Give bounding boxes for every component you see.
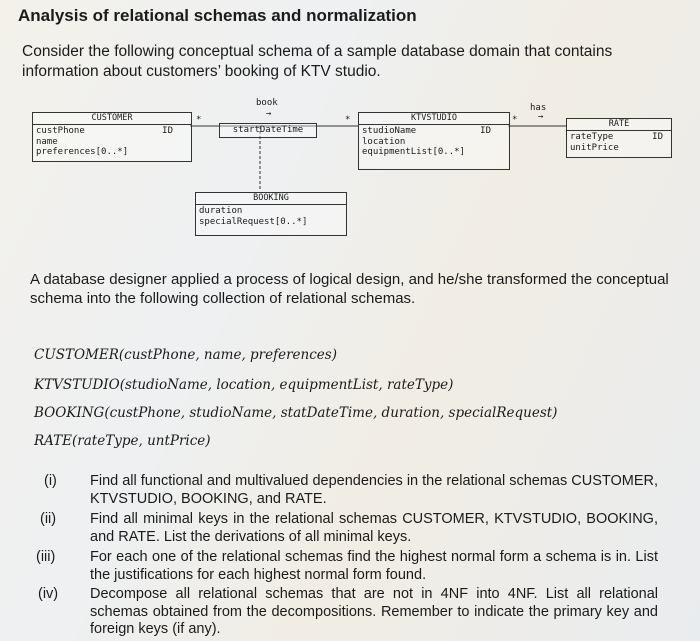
question-text: For each one of the relational schemas find the highest normal form a schema is in. List the justifications for each highest normal form found. xyxy=(90,549,658,583)
rate-attr: unitPrice xyxy=(570,142,619,153)
customer-multiplicity: * xyxy=(196,115,202,125)
entity-booking xyxy=(195,192,347,236)
uml-diagram xyxy=(0,90,700,250)
entity-rate-id: ID xyxy=(652,132,663,142)
ktvstudio-attr: equipmentList[0..*] xyxy=(362,147,465,157)
schema-ktvstudio: KTVSTUDIO(studioName, location, equipmentList, rateType) xyxy=(34,377,454,393)
question-text: Find all minimal keys in the relational schemas CUSTOMER, KTVSTUDIO, BOOKING, and RATE. List the derivations of all minimal keys. xyxy=(90,511,658,545)
ktvstudio-multiplicity: * xyxy=(345,115,351,125)
schema-booking: BOOKING(custPhone, studioName, statDateTime, duration, specialRequest) xyxy=(34,405,558,421)
entity-customer xyxy=(32,112,192,162)
customer-attr: preferences[0..*] xyxy=(36,147,129,157)
entity-customer-name: CUSTOMER xyxy=(33,113,191,125)
question-number: (iv) xyxy=(38,586,59,602)
question-number: (ii) xyxy=(40,511,57,527)
rate-attr: rateType xyxy=(570,132,614,142)
schema-customer: CUSTOMER(custPhone, name, preferences) xyxy=(34,347,337,363)
question-text: Find all functional and multivalued dependencies in the relational schemas CUSTOMER, KTVSTUDIO, BOOKING, and RATE. xyxy=(90,473,658,507)
designer-paragraph: A database designer applied a process of logical design, and he/she transformed the conceptual schema into the following collection of relational schemas. xyxy=(30,271,669,307)
entity-rate-name: RATE xyxy=(567,119,671,131)
entity-ktvstudio xyxy=(358,112,510,170)
has-direction-arrow-icon: → xyxy=(538,112,544,122)
entity-customer-id: ID xyxy=(162,126,173,136)
ktvstudio-attr: location xyxy=(362,136,406,147)
entity-rate xyxy=(566,118,672,158)
question-number: (i) xyxy=(44,473,57,489)
question-number: (iii) xyxy=(36,549,56,565)
has-multiplicity: * xyxy=(512,115,518,125)
entity-ktvstudio-id: ID xyxy=(480,126,491,136)
intro-text: Consider the following conceptual schema of a sample database domain that contains information about customers’ booking of KTV studio. xyxy=(22,43,613,80)
schema-rate: RATE(rateType, untPrice) xyxy=(34,433,211,449)
booking-attr: specialRequest[0..*] xyxy=(199,216,308,227)
book-direction-arrow-icon: → xyxy=(266,109,272,119)
customer-attr: custPhone xyxy=(36,126,85,136)
book-label: book xyxy=(256,98,278,108)
question-text: Decompose all relational schemas that are not in 4NF into 4NF. List all relational schemas obtained from the decompositions. Remember to indicate the primary key and foreign keys (if any). xyxy=(90,586,658,637)
has-label: has xyxy=(530,103,547,113)
entity-booking-name: BOOKING xyxy=(196,193,346,205)
book-association-class: startDateTime xyxy=(219,123,317,138)
entity-ktvstudio-name: KTVSTUDIO xyxy=(359,113,509,125)
customer-attr: name xyxy=(36,136,58,147)
booking-attr: duration xyxy=(199,206,243,216)
ktvstudio-attr: studioName xyxy=(362,126,417,136)
page-title: Analysis of relational schemas and normalization xyxy=(18,6,417,25)
